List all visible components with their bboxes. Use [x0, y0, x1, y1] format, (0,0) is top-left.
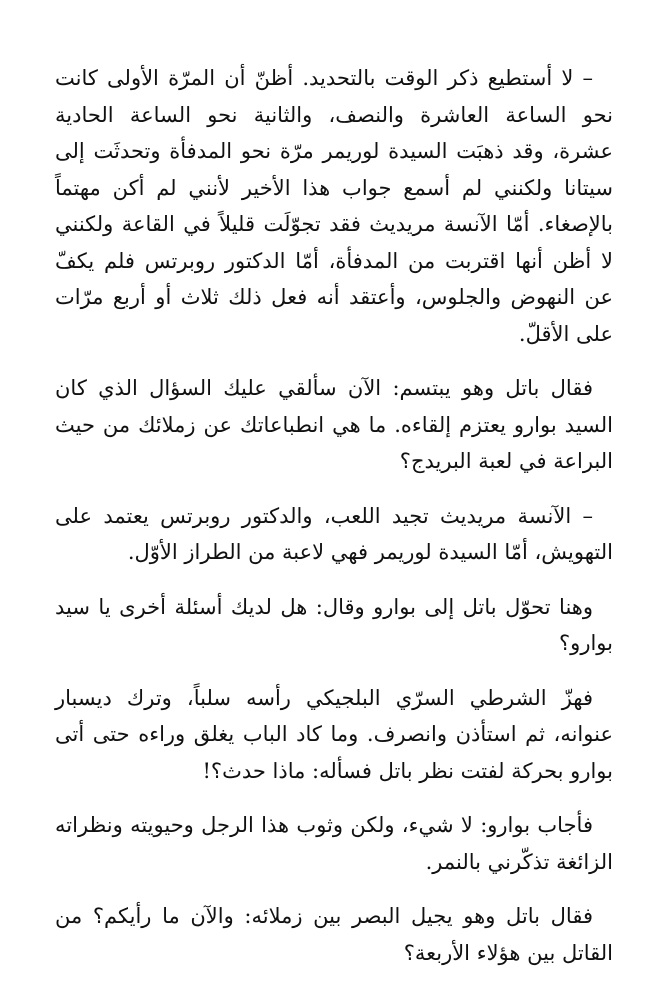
paragraph-4: وهنا تحوّل باتل إلى بوارو وقال: هل لديك أسئلة أخرى يا سيد بوارو؟	[55, 594, 613, 655]
paragraph-3: – الآنسة مريديث تجيد اللعب، والدكتور روبرتس يعتمد على التهويش، أمّا السيدة لوريمر فهي لاعبة من الطراز الأوّل.	[55, 503, 613, 564]
paragraph-1: – لا أستطيع ذكر الوقت بالتحديد. أظنّ أن المرّة الأولى كانت نحو الساعة العاشرة والنصف، والثانية نحو الساعة الحادية عشرة، وقد ذهبَت السيدة لوريمر مرّة نحو المدفأة وتحدثَت إلى سيتانا ولكنني لم أسمع جواب هذا الأخير لأنني لم أكن مهتماً بالإصغاء. أمّا الآنسة مريديث فقد تجوّلَت قليلاً في القاعة ولكنني لا أظن أنها اقتربت من المدفأة، أمّا الدكتور روبرتس فلم يكفّ عن النهوض والجلوس، وأعتقد أنه فعل ذلك ثلاث أو أربع مرّات على الأقلّ.	[55, 66, 613, 346]
paragraph-6: فأجاب بوارو: لا شيء، ولكن وثوب هذا الرجل وحيويته ونظراته الزائغة تذكّرني بالنمر.	[55, 813, 613, 874]
paragraph-2: فقال باتل وهو يبتسم: الآن سألقي عليك السؤال الذي كان السيد بوارو يعتزم إلقاءه. ما هي انطباعاتك عن زملائك من حيث البراعة في لعبة البريدج؟	[55, 376, 613, 473]
paragraph-5: فهزّ الشرطي السرّي البلجيكي رأسه سلباً، وترك ديسبار عنوانه، ثم استأذن وانصرف. وما كاد الباب يغلق وراءه حتى أتى بوارو بحركة لفتت نظر باتل فسأله: ماذا حدث؟!	[55, 685, 613, 783]
paragraph-7: فقال باتل وهو يجيل البصر بين زملائه: والآن ما رأيكم؟ من القاتل بين هؤلاء الأربعة؟	[55, 904, 613, 965]
book-page-text	[55, 60, 613, 971]
